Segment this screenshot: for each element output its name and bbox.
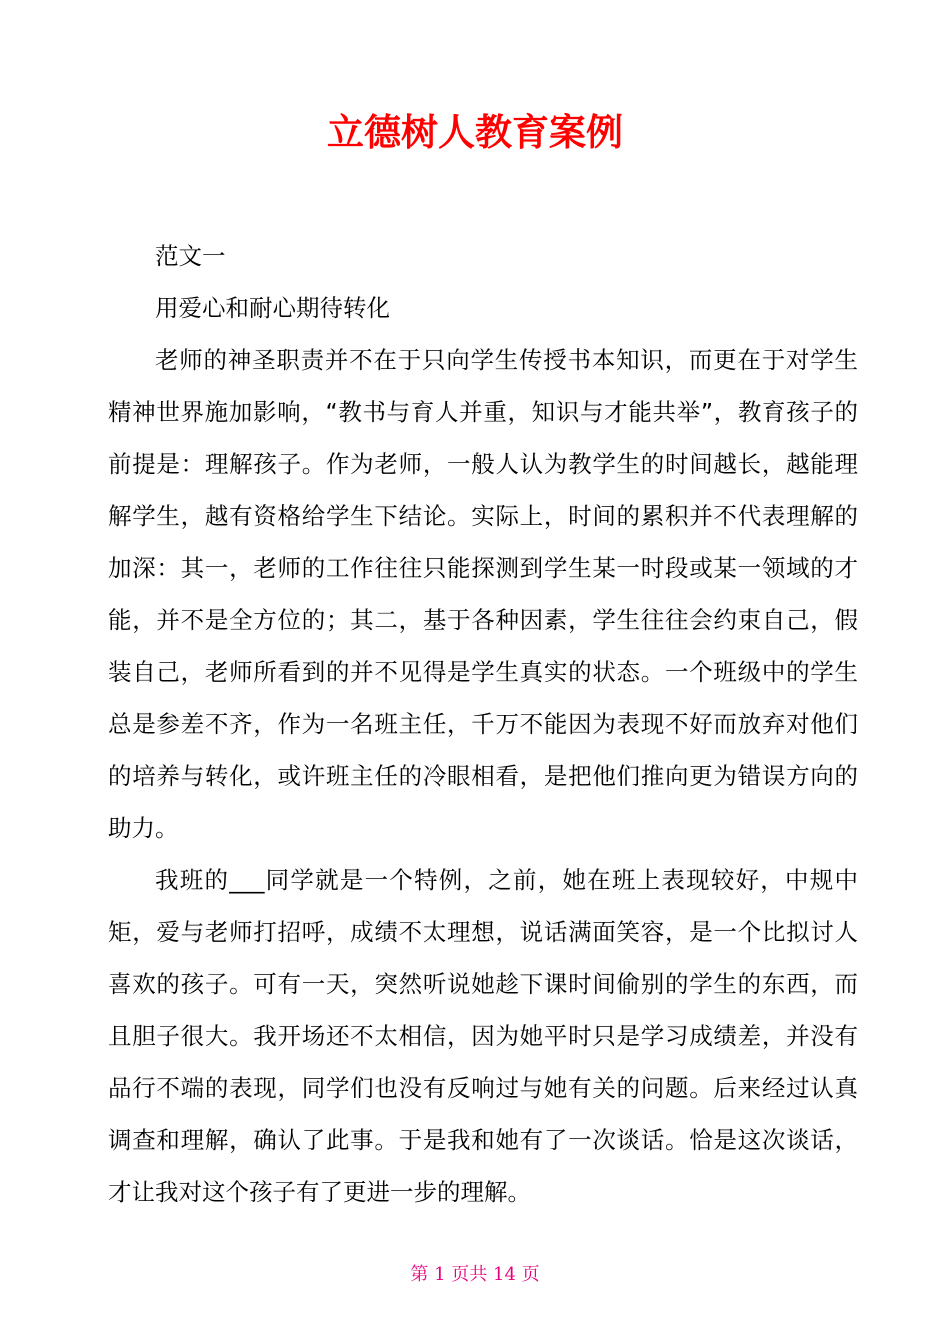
page-footer: 第 1 页共 14 页 [410, 1264, 540, 1285]
body-paragraph-1: 老师的神圣职责并不在于只向学生传授书本知识，而更在于对学生精神世界施加影响，“教书与育人并重，知识与才能共举”，教育孩子的前提是：理解孩子。作为老师，一般人认为教学生的时间越长，越能理解学生，越有资格给学生下结论。实际上，时间的累积并不代表理解的加深：其一，老师的工作往往只能探测到学生某一时段或某一领域的才能，并不是全方位的；其二，基于各种因素，学生往往会约束自己，假装自己，老师所看到的并不见得是学生真实的状态。一个班级中的学生总是参差不齐，作为一名班主任，千万不能因为表现不好而放弃对他们的培养与转化，或许班主任的冷眼相看，是把他们推向更为错误方向的助力。 [108, 346, 858, 842]
document-title: 立德树人教育案例 [327, 111, 623, 154]
body-paragraph-2: 我班的___同学就是一个特例，之前，她在班上表现较好，中规中矩，爱与老师打招呼，成绩不太理想，说话满面笑容，是一个比拟讨人喜欢的孩子。可有一天，突然听说她趁下课时间偷别的学生的东西，而且胆子很大。我开场还不太相信，因为她平时只是学习成绩差，并没有品行不端的表现，同学们也没有反响过与她有关的问题。后来经过认真调查和理解，确认了此事。于是我和她有了一次谈话。恰是这次谈话，才让我对这个孩子有了更进一步的理解。 [108, 866, 858, 1206]
document-body [108, 230, 858, 1218]
section-label: 范文一 [155, 242, 226, 270]
article-heading: 用爱心和耐心期待转化 [155, 294, 390, 322]
